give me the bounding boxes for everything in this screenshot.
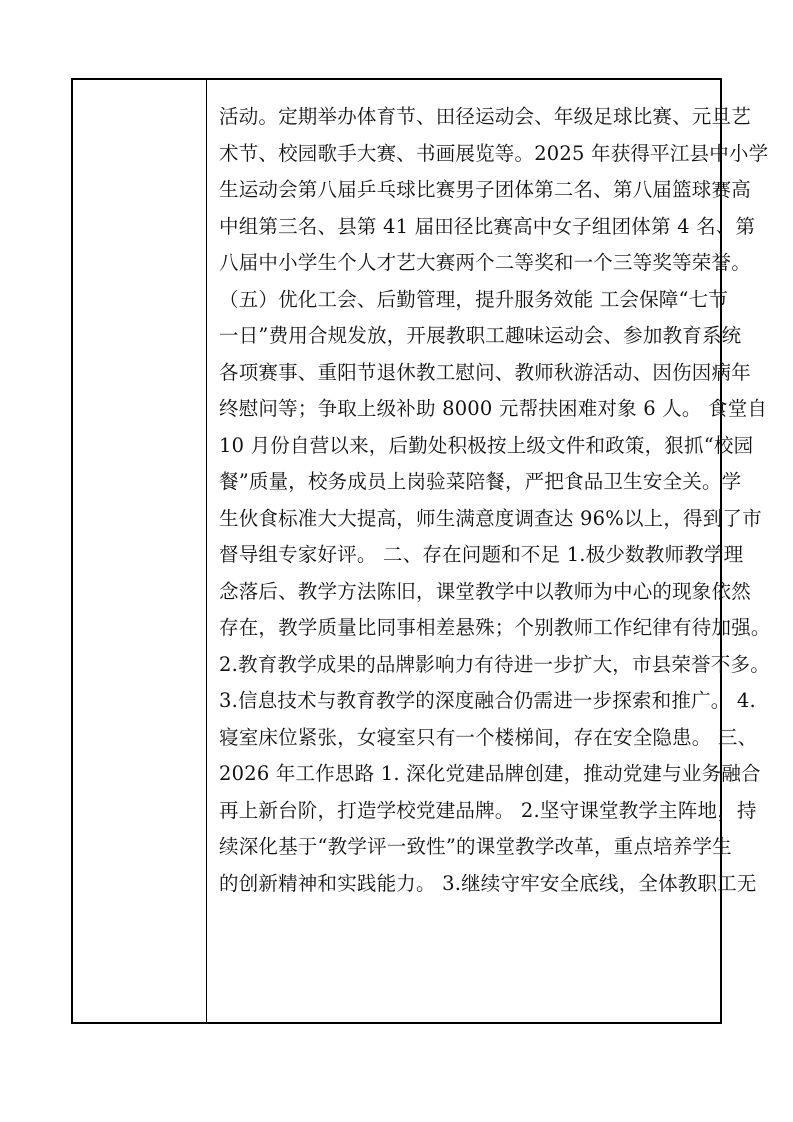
text-line-7: 一日”费用合规发放，开展教职工趣味运动会、参加教育系统 — [219, 324, 742, 347]
text-line-14: 念落后、教学方法陈旧，课堂教学中以教师为中心的现象依然 — [219, 579, 751, 603]
report-table — [71, 78, 771, 1024]
text-line-19: 2026 年工作思路 1. 深化党建品牌创建，推动党建与业务融合 — [219, 762, 761, 785]
text-line-16: 2.教育教学成果的品牌影响力有待进一步扩大，市县荣誉不多。 — [219, 652, 770, 676]
text-line-4: 中组第三名、县第 41 届田径比赛高中女子组团体第 4 名、第 — [219, 214, 756, 238]
text-line-9: 终慰问等；争取上级补助 8000 元帮扶困难对象 6 人。 食堂自 — [219, 397, 768, 420]
text-line-11: 餐”质量，校务成员上岗验菜陪餐，严把食品卫生安全关。学 — [219, 470, 742, 493]
text-line-21: 续深化基于“教学评一致性”的课堂教学改革，重点培养学生 — [219, 835, 732, 858]
text-line-13: 督导组专家好评。 二、存在问题和不足 1.极少数教师教学理 — [219, 543, 744, 566]
label-column-cell — [73, 80, 207, 1022]
text-line-12: 生伙食标准大大提高，师生满意度调查达 96%以上，得到了市 — [219, 506, 762, 530]
text-line-17: 3.信息技术与教育教学的深度融合仍需进一步探索和推广。 4. — [219, 689, 756, 712]
text-line-18: 寝室床位紧张，女寝室只有一个楼梯间，存在安全隐患。 三、 — [219, 725, 758, 749]
text-line-20: 再上新台阶，打造学校党建品牌。 2.坚守课堂教学主阵地，持 — [219, 798, 757, 822]
text-line-22: 的创新精神和实践能力。 3.继续守牢安全底线，全体教职工无 — [219, 871, 757, 895]
text-line-10: 10 月份自营以来，后勤处积极按上级文件和政策，狠抓“校园 — [219, 433, 754, 457]
text-line-2: 术节、校园歌手大赛、书画展览等。2025 年获得平江县中小学 — [219, 141, 769, 165]
text-line-15: 存在，教学质量比同事相差悬殊；个别教师工作纪律有待加强。 — [219, 616, 771, 639]
text-line-1: 活动。定期举办体育节、田径运动会、年级足球比赛、元旦艺 — [219, 105, 751, 128]
text-line-8: 各项赛事、重阳节退休教工慰问、教师秋游活动、因伤因病年 — [219, 360, 751, 384]
text-line-5: 八届中小学生个人才艺大赛两个二等奖和一个三等奖等荣誉。 — [219, 251, 751, 274]
text-line-3: 生运动会第八届乒乓球比赛男子团体第二名、第八届篮球赛高 — [219, 178, 751, 201]
text-line-6: （五）优化工会、后勤管理，提升服务效能 工会保障“七节 — [219, 287, 729, 311]
content-column-cell — [207, 80, 771, 1022]
